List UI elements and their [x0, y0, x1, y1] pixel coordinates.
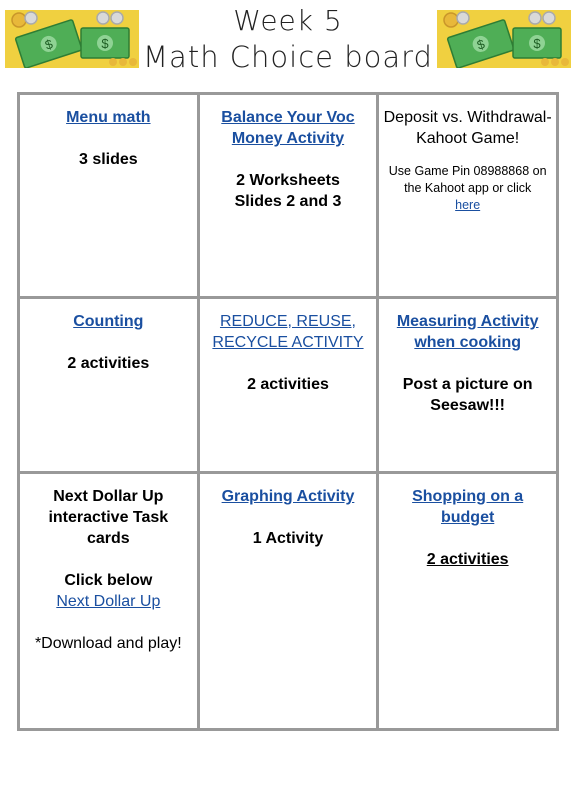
- counting-link[interactable]: Counting: [73, 313, 144, 330]
- next-dollar-title: Next Dollar Up interactive Task cards: [48, 488, 169, 547]
- money-banner-left: [5, 10, 139, 68]
- reduce-link[interactable]: REDUCE, REUSE, RECYCLE ACTIVITY: [212, 313, 364, 351]
- balance-sub1: 2 Worksheets: [236, 172, 340, 189]
- balance-sub2: Slides 2 and 3: [234, 193, 342, 210]
- graphing-link[interactable]: Graphing Activity: [221, 488, 355, 505]
- menu-math-sub: 3 slides: [78, 151, 138, 168]
- kahoot-here-link[interactable]: here: [455, 198, 481, 212]
- cell-balance: [198, 94, 378, 298]
- cell-counting: [19, 298, 199, 473]
- money-banner-right: [437, 10, 571, 68]
- measuring-link[interactable]: Measuring Activity when cooking: [396, 313, 539, 351]
- cell-graphing: [198, 473, 378, 730]
- money-icon: [5, 10, 139, 68]
- cell-shopping: [378, 473, 558, 730]
- svg-text:$: $: [533, 36, 541, 51]
- cell-next-dollar: [19, 473, 199, 730]
- svg-text:$: $: [43, 36, 55, 53]
- cell-measuring: [378, 298, 558, 473]
- shopping-sub[interactable]: 2 activities: [426, 551, 509, 568]
- next-dollar-click: Click below: [64, 572, 153, 589]
- measuring-sub: Post a picture on Seesaw!!!: [402, 376, 533, 414]
- reduce-sub: 2 activities: [247, 376, 329, 393]
- svg-text:$: $: [475, 36, 487, 53]
- counting-sub: 2 activities: [67, 355, 150, 372]
- balance-link[interactable]: Balance Your Voc Money Activity: [221, 109, 355, 147]
- menu-math-link[interactable]: Menu math: [66, 109, 151, 126]
- svg-text:$: $: [101, 36, 109, 51]
- cell-kahoot: [378, 94, 558, 298]
- choice-board: [17, 92, 559, 731]
- money-icon: [437, 10, 571, 68]
- next-dollar-link[interactable]: Next Dollar Up: [56, 593, 161, 610]
- cell-reduce: [198, 298, 378, 473]
- kahoot-title: Deposit vs. Withdrawal- Kahoot Game!: [383, 109, 552, 147]
- next-dollar-note: *Download and play!: [34, 635, 182, 652]
- shopping-link[interactable]: Shopping on a budget: [412, 488, 524, 526]
- graphing-sub: 1 Activity: [252, 530, 324, 547]
- kahoot-pin: Use Game Pin 08988868 on the Kahoot app or click: [388, 164, 547, 195]
- page-subtitle: Math Choice board: [143, 40, 433, 74]
- page-title: Week 5: [233, 4, 343, 37]
- cell-menu-math: [19, 94, 199, 298]
